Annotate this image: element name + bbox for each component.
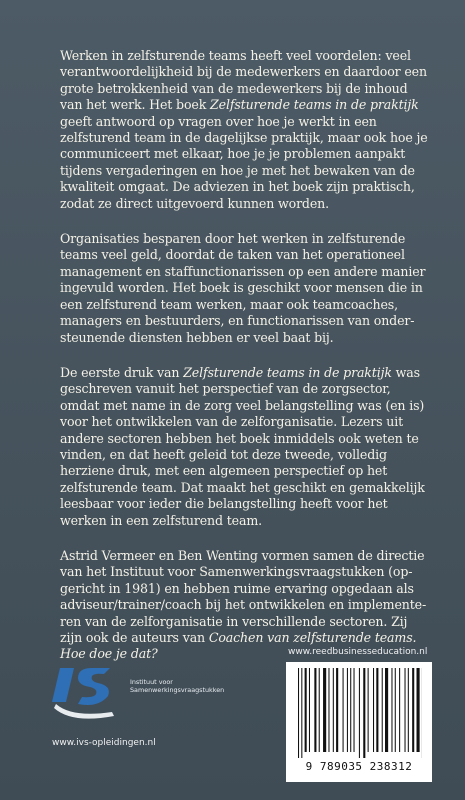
ivs-logo-text bbox=[130, 678, 225, 694]
ivs-logo bbox=[52, 660, 225, 720]
logo-line-2: Samenwerkingsvraagstukken bbox=[130, 686, 225, 694]
barcode-bar bbox=[399, 668, 400, 752]
blurb-paragraph-2 bbox=[60, 231, 430, 346]
isbn-barcode bbox=[286, 662, 432, 782]
barcode-bar bbox=[382, 668, 383, 752]
barcode-bar bbox=[363, 668, 365, 758]
barcode-bar bbox=[323, 668, 326, 752]
barcode-bar bbox=[333, 668, 334, 752]
barcode-bar bbox=[417, 668, 420, 752]
barcode-bar bbox=[298, 668, 299, 758]
barcode-bars bbox=[296, 668, 422, 758]
barcode-bar bbox=[412, 668, 414, 752]
barcode-bar bbox=[391, 668, 392, 752]
barcode-bar bbox=[347, 668, 348, 752]
barcode-bar bbox=[301, 668, 302, 758]
blurb-p4-text-a: Astrid Vermeer en Ben Wenting vormen samen de directie van het Instituut voor Samenwerkingsvraagstukken (opgericht in 1981) en hebben ruime ervaring opgedaan als adviseur/trainer/coach bij het ontwikkelen en implementeren van de zelforganisatie in verschillende sectoren. Zij zijn ook de auteurs van bbox=[60, 547, 427, 645]
isbn-number: 9 789035 238312 bbox=[305, 760, 413, 773]
barcode-bar bbox=[305, 668, 307, 752]
blurb-p1-text-a: Werken in zelfsturende teams heeft veel voordelen: veel verantwoordelijkheid bij de medewerkers en daardoor een grote betrokkenheid van de medewerkers bij de inhoud van het werk. Het boek bbox=[60, 48, 427, 113]
blurb-text bbox=[60, 48, 430, 682]
blurb-paragraph-4 bbox=[60, 548, 430, 663]
book-title-italic: Zelfsturende teams in de praktijk bbox=[210, 97, 419, 113]
barcode-bar bbox=[373, 668, 374, 752]
barcode-bar bbox=[343, 668, 344, 752]
barcode-bar bbox=[376, 668, 378, 752]
blurb-paragraph-1 bbox=[60, 48, 430, 212]
barcode-bar bbox=[319, 668, 320, 752]
barcode-bar bbox=[309, 668, 310, 752]
blurb-p3-text-b: was geschreven vanuit het perspectief van de zorgsector, omdat met name in de zorg veel belangstelling was (en is) voor het ontwikkelen van de zelforganisatie. Lezers uit andere sectoren hebben het boek inmiddels ook weten te vinden, en dat heeft geleid tot deze tweede, volledig herziene druk, met een algemeen perspectief op het zelfsturende team. Dat maakt het geschikt en gemakkelijk leesbaar voor ieder die belangstelling heeft voor het werken in een zelfsturend team. bbox=[60, 364, 425, 528]
ivs-website[interactable]: www.ivs-opleidingen.nl bbox=[52, 738, 156, 748]
blurb-p1-text-b: geeft antwoord op vragen over hoe je werkt in een zelfsturend team in de dagelijkse praktijk, maar ook hoe je communiceert met elkaar, hoe je je problemen aanpakt tijdens vergaderingen en hoe je met het bewaken van de kwaliteit omgaat. De adviezen in het boek zijn praktisch, zodat ze direct uitgevoerd kunnen worden. bbox=[60, 113, 428, 211]
other-book-title-italic: Coachen van zelfsturende teams. Hoe doe je dat? bbox=[60, 630, 417, 662]
barcode-bar bbox=[354, 668, 355, 752]
barcode-bar bbox=[336, 668, 338, 752]
barcode-bar bbox=[395, 668, 396, 752]
barcode-bar bbox=[359, 668, 360, 758]
barcode-bar bbox=[350, 668, 351, 752]
blurb-paragraph-3 bbox=[60, 365, 430, 529]
barcode-bar bbox=[328, 668, 329, 752]
blurb-p2-text: Organisaties besparen door het werken in zelfsturende teams veel geld, doordat de taken van het operationeel management en staffunctionarissen op een andere manier ingevuld worden. Het boek is geschikt voor mensen die in een zelfsturend team werken, maar ook teamcoaches, managers en bestuurders, en functionarissen van ondersteunende diensten hebben er veel baat bij. bbox=[60, 231, 426, 345]
barcode-bar bbox=[385, 668, 388, 752]
barcode-bar bbox=[405, 668, 406, 752]
barcode-bar bbox=[368, 668, 369, 752]
blurb-p3-text-a: De eerste druk van bbox=[60, 364, 184, 380]
barcode-bar bbox=[408, 668, 409, 752]
logo-line-1: Instituut voor bbox=[130, 678, 173, 686]
barcode-bar bbox=[314, 668, 316, 752]
reed-website[interactable]: www.reedbusinesseducation.nl bbox=[288, 647, 428, 657]
ivs-logo-mark-icon bbox=[52, 660, 130, 720]
book-title-italic: Zelfsturende teams in de praktijk bbox=[183, 364, 392, 380]
publisher-block bbox=[52, 660, 225, 780]
